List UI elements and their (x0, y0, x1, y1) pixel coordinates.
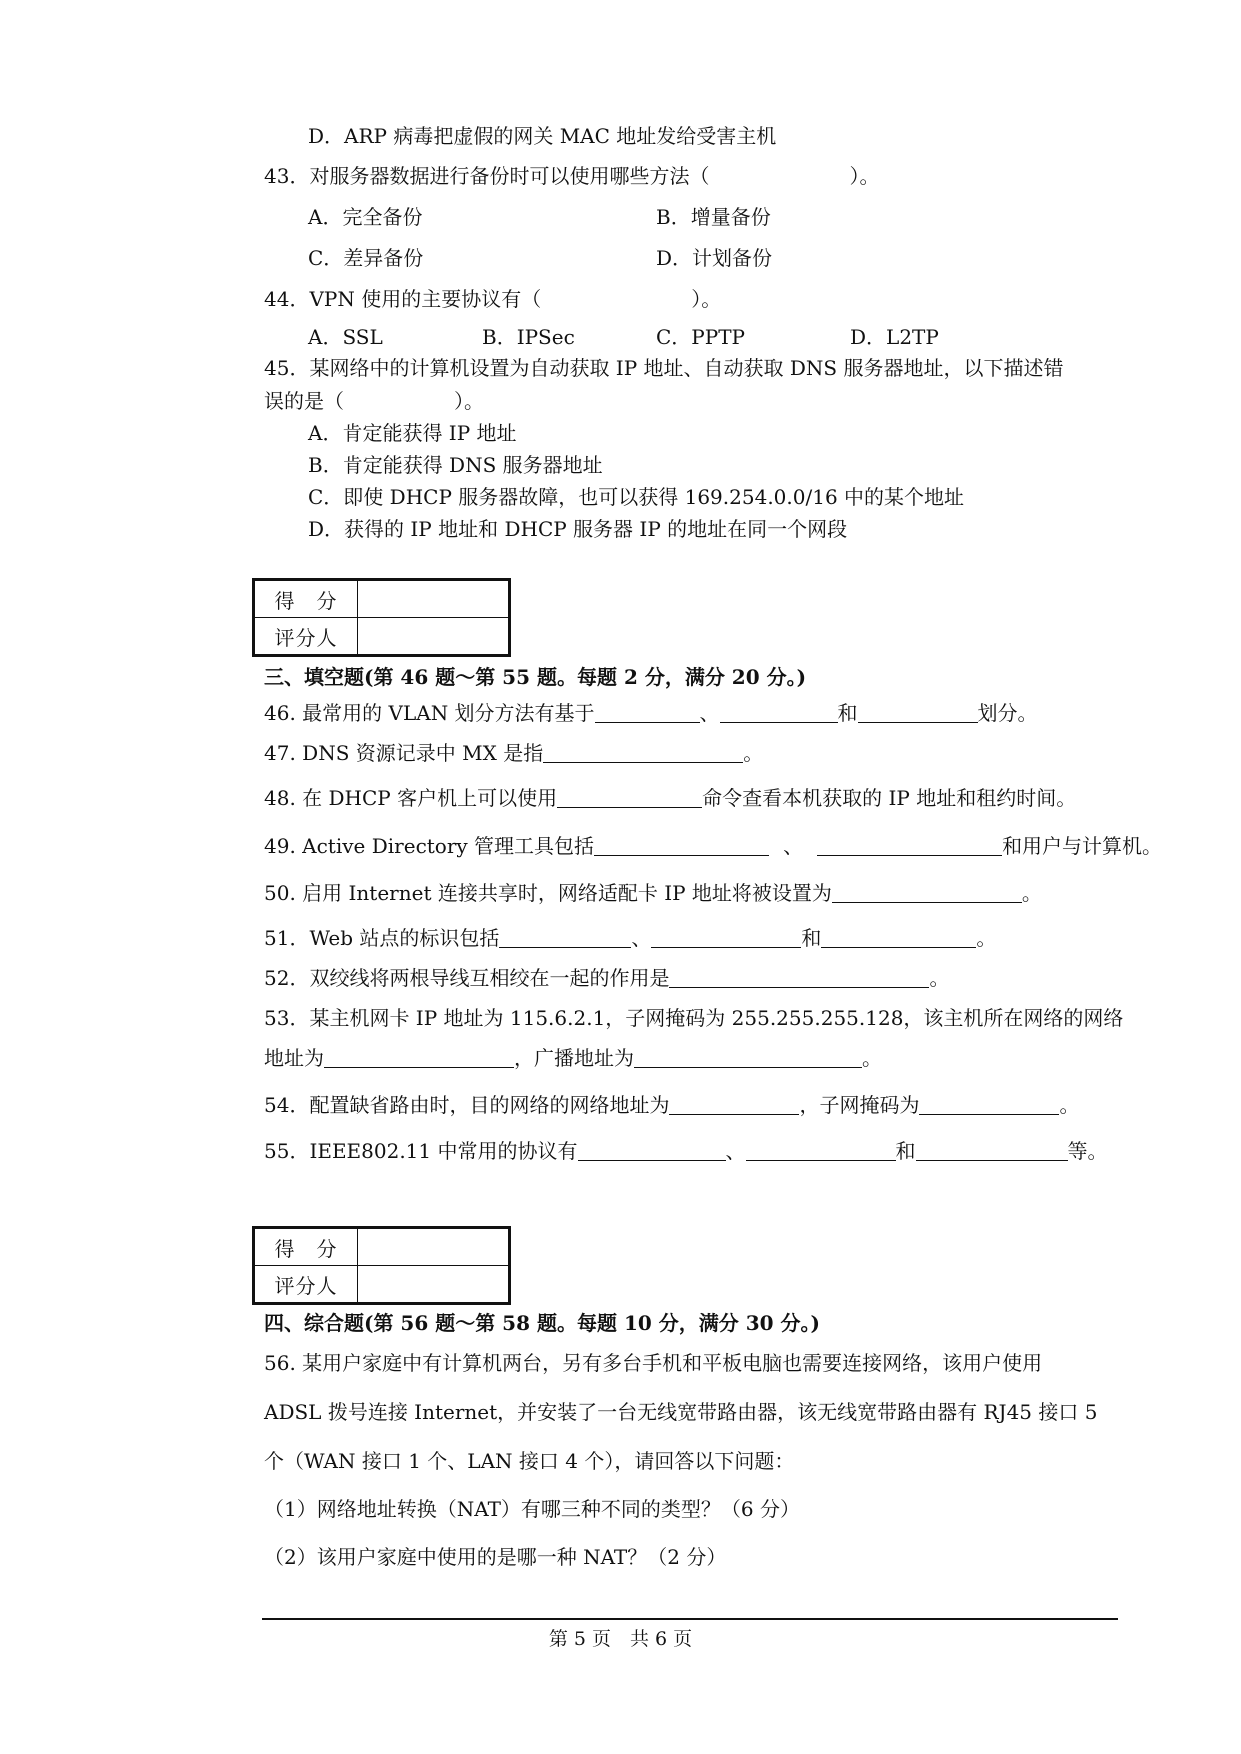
q55-text-4: 等。 (1067, 1139, 1108, 1163)
q45-option-d: D．获得的 IP 地址和 DHCP 服务器 IP 的地址在同一个网段 (308, 517, 848, 541)
q55-blank-3[interactable] (916, 1140, 1068, 1161)
score-field[interactable] (358, 1228, 510, 1266)
score-field[interactable] (358, 580, 510, 618)
q55-text-2: 、 (725, 1139, 746, 1163)
page-number: 第 5 页 共 6 页 (548, 1628, 693, 1650)
q53-blank-1[interactable] (324, 1047, 514, 1068)
q46-text-2: 、 (699, 701, 720, 725)
q55-text-1: 55．IEEE802.11 中常用的协议有 (264, 1139, 578, 1163)
q46-blank-3[interactable] (858, 702, 978, 723)
q49 (264, 833, 1162, 859)
q55-blank-2[interactable] (746, 1140, 896, 1161)
q44-stem (264, 286, 721, 312)
q55-text-3: 和 (895, 1139, 916, 1163)
q46-blank-2[interactable] (720, 702, 838, 723)
q53-blank-2[interactable] (634, 1047, 862, 1068)
q54 (264, 1092, 1079, 1118)
q52-text-1: 52．双绞线将两根导线互相绞在一起的作用是 (264, 966, 670, 990)
q51 (264, 925, 996, 951)
q47-text-2: 。 (743, 741, 764, 765)
q49-text-1: 49. Active Directory 管理工具包括 (264, 834, 595, 858)
q48-blank-1[interactable] (557, 787, 702, 808)
q43-option-d: D．计划备份 (656, 246, 773, 270)
q49-blank-2[interactable] (817, 835, 1002, 856)
q55 (264, 1138, 1108, 1164)
q48-text-2: 命令查看本机获取的 IP 地址和租约时间。 (702, 786, 1077, 810)
q49-blank-1[interactable] (594, 835, 769, 856)
q44-option-d: D．L2TP (850, 325, 939, 349)
q42-option-d: D．ARP 病毒把虚假的网关 MAC 地址发给受害主机 (308, 124, 777, 148)
q53-text-3: 。 (862, 1046, 882, 1070)
q45-option-a: A．肯定能获得 IP 地址 (308, 421, 517, 445)
q46-text-3: 和 (837, 701, 858, 725)
q43-option-b: B．增量备份 (656, 205, 771, 229)
q52-blank-1[interactable] (669, 967, 929, 988)
q44-option-b: B．IPSec (482, 325, 575, 349)
q45-stem-end: ）。 (454, 389, 484, 413)
grader-field[interactable] (358, 618, 510, 656)
q44-stem-text: 44．VPN 使用的主要协议有（ (264, 287, 542, 311)
q53-line2 (264, 1045, 882, 1071)
q54-blank-2[interactable] (919, 1094, 1059, 1115)
q43-option-a: A．完全备份 (308, 205, 423, 229)
q50-text-1: 50. 启用 Internet 连接共享时，网络适配卡 IP 地址将被设置为 (264, 881, 832, 905)
q48 (264, 785, 1076, 811)
q51-text-2: 、 (631, 926, 652, 950)
q52 (264, 965, 949, 991)
q51-blank-2[interactable] (651, 927, 801, 948)
q44-option-c: C．PPTP (656, 325, 746, 349)
q47 (264, 740, 763, 766)
q44-stem-end: ）。 (691, 287, 722, 311)
q43-stem (264, 163, 879, 189)
footer-rule (262, 1618, 1118, 1620)
q55-blank-1[interactable] (578, 1140, 726, 1161)
q56-line3: 个（WAN 接口 1 个、LAN 接口 4 个），请回答以下问题： (264, 1449, 795, 1473)
score-box-section3 (252, 578, 511, 657)
q53-line1: 53．某主机网卡 IP 地址为 115.6.2.1，子网掩码为 255.255.255.128，该主机所在网络的网络 (264, 1006, 1124, 1030)
q49-text-2: 、 (783, 834, 804, 858)
q45-stem-text: 误的是（ (264, 389, 344, 413)
q51-text-1: 51．Web 站点的标识包括 (264, 926, 500, 950)
section3-title: 三、填空题(第 46 题～第 55 题。每题 2 分，满分 20 分。) (264, 665, 807, 689)
q50-blank-1[interactable] (832, 882, 1022, 903)
q54-text-1: 54．配置缺省路由时，目的网络的网络地址为 (264, 1093, 670, 1117)
q50-text-2: 。 (1021, 881, 1042, 905)
q51-blank-1[interactable] (499, 927, 631, 948)
score-box-section4 (252, 1226, 511, 1305)
grader-label: 评分人 (254, 618, 358, 656)
q51-blank-3[interactable] (821, 927, 976, 948)
q54-blank-1[interactable] (669, 1094, 799, 1115)
q47-text-1: 47. DNS 资源记录中 MX 是指 (264, 741, 544, 765)
q45-option-c: C．即使 DHCP 服务器故障，也可以获得 169.254.0.0/16 中的某个地址 (308, 485, 965, 509)
q53-text-1: 地址为 (264, 1046, 324, 1070)
q54-text-2: ，子网掩码为 (799, 1093, 920, 1117)
q45-option-b: B．肯定能获得 DNS 服务器地址 (308, 453, 603, 477)
score-label: 得 分 (254, 580, 358, 618)
q45-stem-line2 (264, 388, 484, 414)
q46 (264, 700, 1038, 726)
q48-text-1: 48. 在 DHCP 客户机上可以使用 (264, 786, 558, 810)
q54-text-3: 。 (1059, 1093, 1080, 1117)
q46-text-4: 划分。 (977, 701, 1038, 725)
q45-stem-line1: 45．某网络中的计算机设置为自动获取 IP 地址、自动获取 DNS 服务器地址，以下描述错 (264, 356, 1064, 380)
q56-sub2: （2）该用户家庭中使用的是哪一种 NAT？（2 分） (264, 1545, 727, 1569)
q43-stem-text: 43．对服务器数据进行备份时可以使用哪些方法（ (264, 164, 710, 188)
q56-line1: 56. 某用户家庭中有计算机两台，另有多台手机和平板电脑也需要连接网络，该用户使用 (264, 1351, 1043, 1375)
q44-option-a: A．SSL (308, 325, 383, 349)
q46-blank-1[interactable] (595, 702, 700, 723)
q43-option-c: C．差异备份 (308, 246, 424, 270)
q56-sub1: （1）网络地址转换（NAT）有哪三种不同的类型？（6 分） (264, 1497, 800, 1521)
q43-stem-end: ）。 (849, 164, 880, 188)
q51-text-4: 。 (976, 926, 997, 950)
q53-text-2: ，广播地址为 (514, 1046, 634, 1070)
grader-label: 评分人 (254, 1266, 358, 1304)
q50 (264, 880, 1042, 906)
q47-blank-1[interactable] (543, 742, 743, 763)
section4-title: 四、综合题(第 56 题～第 58 题。每题 10 分，满分 30 分。) (264, 1311, 820, 1335)
grader-field[interactable] (358, 1266, 510, 1304)
q49-text-3: 和用户与计算机。 (1002, 834, 1163, 858)
score-label: 得 分 (254, 1228, 358, 1266)
q46-text-1: 46. 最常用的 VLAN 划分方法有基于 (264, 701, 595, 725)
q51-text-3: 和 (801, 926, 822, 950)
q52-text-2: 。 (929, 966, 950, 990)
q56-line2: ADSL 拨号连接 Internet，并安装了一台无线宽带路由器，该无线宽带路由器有 RJ45 接口 5 (264, 1400, 1098, 1424)
